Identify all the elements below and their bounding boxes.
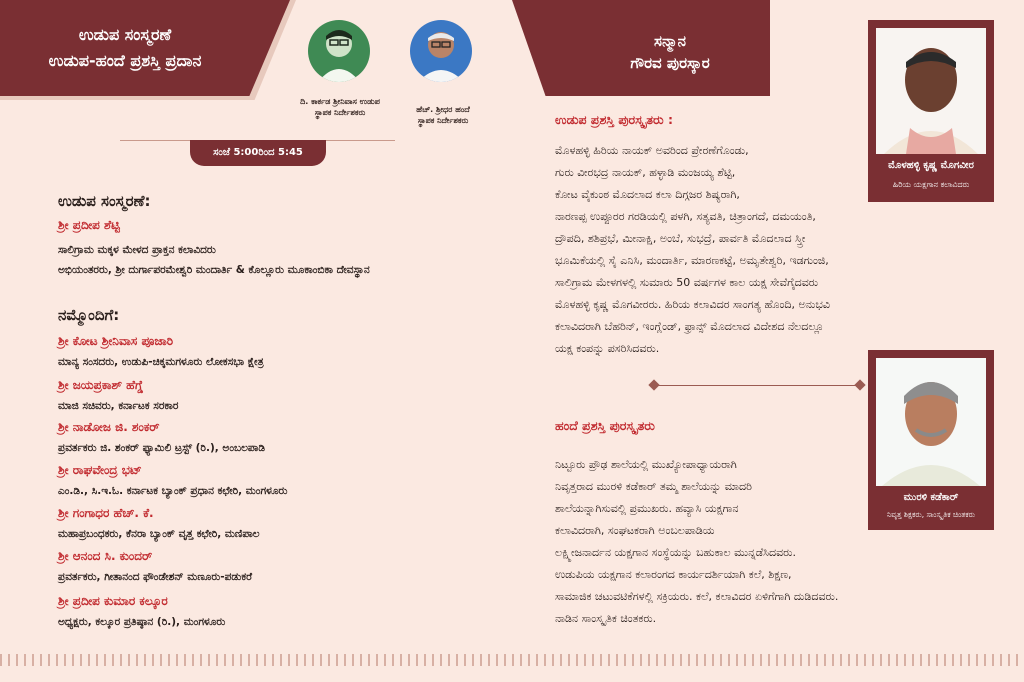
sansmarane-desc-1: ಸಾಲಿಗ್ರಾಮ ಮಕ್ಕಳ ಮೇಳದ ಪ್ರಾಕ್ತನ ಕಲಾವಿದರು — [58, 244, 216, 256]
founder-caption-hande: ಹೆಚ್. ಶ್ರೀಧರ ಹಂದೆ ಸ್ಥಾಪಕ ನಿರ್ದೇಶಕರು — [416, 105, 470, 125]
right-banner-title: ಸನ್ಮಾನ ಗೌರವ ಪುರಸ್ಕಾರ — [630, 32, 710, 72]
awardee-role-murali: ನಿವೃತ್ತ ಶಿಕ್ಷಕರು, ಸಾಂಸ್ಕೃತಿಕ ಚಿಂತಕರು — [886, 510, 976, 519]
guest-name: ಶ್ರೀ ಪ್ರದೀಪ ಕುಮಾರ ಕಲ್ಕೂರ — [58, 594, 168, 608]
awardee-name-murali: ಮುರಳಿ ಕಡೆಕಾರ್ — [903, 492, 959, 503]
founder-photo-udupa — [308, 20, 370, 82]
guest-desc: ಮಹಾಪ್ರಬಂಧಕರು, ಕೆನರಾ ಬ್ಯಾಂಕ್ ವೃತ್ತ ಕಛೇರಿ, ಮಣಿಪಾಲ — [58, 528, 260, 540]
awardee-name-molahalli: ಮೊಳಹಳ್ಳಿ ಕೃಷ್ಣ ಮೊಗವೀರ — [888, 160, 974, 171]
hande-award-heading: ಹಂದೆ ಪ್ರಶಸ್ತಿ ಪುರಸ್ಕೃತರು — [555, 418, 655, 433]
founder-caption-udupa: ದಿ. ಕಾರ್ಕಡ ಶ್ರೀನಿವಾಸ ಉಡುಪ ಸ್ಥಾಪಕ ನಿರ್ದೇಶಕರು — [300, 97, 380, 117]
guest-desc: ಮಾಜಿ ಸಚಿವರು, ಕರ್ನಾಟಕ ಸರಕಾರ — [58, 400, 179, 412]
left-banner-title: ಉಡುಪ ಸಂಸ್ಮರಣೆ ಉಡುಪ-ಹಂದೆ ಪ್ರಶಸ್ತಿ ಪ್ರದಾನ — [48, 25, 202, 70]
awardee-photo-molahalli — [876, 28, 986, 154]
guest-desc: ಎಂ.ಡಿ., ಸಿ.ಇ.ಓ. ಕರ್ನಾಟಕ ಬ್ಯಾಂಕ್ ಪ್ರಧಾನ ಕಛೇರಿ, ಮಂಗಳೂರು — [58, 485, 288, 497]
bottom-ornament-border — [0, 654, 1024, 666]
guest-desc: ಅಧ್ಯಕ್ಷರು, ಕಲ್ಕೂರ ಪ್ರತಿಷ್ಠಾನ (ರಿ.), ಮಂಗಳೂರು — [58, 616, 226, 628]
guests-heading: ನಮ್ಮೊಂದಿಗೆ: — [58, 306, 120, 324]
sansmarane-heading: ಉಡುಪ ಸಂಸ್ಮರಣೆ: — [58, 192, 151, 210]
guest-name: ಶ್ರೀ ಜಯಪ್ರಕಾಶ್ ಹೆಗ್ಡೆ — [58, 378, 144, 392]
divider-ornament — [854, 379, 865, 390]
guest-desc: ಪ್ರವರ್ತಕರು, ಗೀತಾನಂದ ಫೌಂಡೇಶನ್ ಮಣೂರು-ಪಡುಕರೆ — [58, 571, 253, 583]
guest-name: ಶ್ರೀ ಕೋಟ ಶ್ರೀನಿವಾಸ ಪೂಜಾರಿ — [58, 334, 174, 348]
awardee-photo-murali — [876, 358, 986, 486]
event-time: ಸಂಜೆ 5:00ರಿಂದ 5:45 — [190, 140, 326, 166]
udupa-award-text: ಮೊಳಹಳ್ಳಿ ಹಿರಿಯ ನಾಯಕ್ ಅವರಿಂದ ಪ್ರೇರಣೆಗೊಂಡು, ಗುರು ವೀರಭದ್ರ ನಾಯಕ್, ಹಳ್ಳಾಡಿ ಮಂಜಯ್ಯ ಶೆಟ್ಟಿ, ಕೋಟ ವೈಕುಂಠ ಮೊದಲಾದ ಕಲಾ ದಿಗ್ಗಜರ ಶಿಷ್ಯರಾಗಿ, ನಾರಣಪ್ಪ ಉಪ್ಪೂರರ ಗರಡಿಯಲ್ಲಿ ಪಳಗಿ, ಸತ್ಯವತಿ, ಚಿತ್ರಾಂಗದೆ, ದಮಯಂತಿ, ದ್ರೌಪದಿ, ಶಶಿಪ್ರಭೆ, ಮೀನಾಕ್ಷಿ, ಅಂಬೆ, ಸುಭದ್ರೆ, ಪಾರ್ವತಿ ಮೊದಲಾದ ಸ್ತ್ರೀ ಭೂಮಿಕೆಯಲ್ಲಿ ಸೈ ಎನಿಸಿ, ಮಂದಾರ್ತಿ, ಮಾರಣಕಟ್ಟೆ, ಅಮೃತೇಶ್ವರಿ, ಇಡಗುಂಜಿ, ಸಾಲಿಗ್ರಾಮ ಮೇಳಗಳಲ್ಲಿ ಸುಮಾರು 50 ವರ್ಷಗಳ ಕಾಲ ಯಕ್ಷ ಸೇವೆಗೈದವರು ಮೊಳಹಳ್ಳಿ ಕೃಷ್ಣ ಮೊಗವೀರರು. ಹಿರಿಯ ಕಲಾವಿದರ ಸಾಂಗತ್ಯ ಹೊಂದಿ, ಅನುಭವಿ ಕಲಾವಿದರಾಗಿ ಬೆಹರಿನ್, ಇಂಗ್ಲೆಂಡ್, ಫ್ರಾನ್ಸ್ ಮೊದಲಾದ ವಿದೇಶದ ನೆಲದಲ್ಲೂ ಯಕ್ಷ ಕಂಪನ್ನು ಪಸರಿಸಿದವರು. — [555, 144, 830, 355]
guest-name: ಶ್ರೀ ರಾಘವೇಂದ್ರ ಭಟ್ — [58, 463, 142, 477]
guest-name: ಶ್ರೀ ಆನಂದ ಸಿ. ಕುಂದರ್ — [58, 549, 153, 563]
guest-desc: ಪ್ರವರ್ತಕರು ಜಿ. ಶಂಕರ್ ಫ್ಯಾಮಿಲಿ ಟ್ರಸ್ಟ್ (ರಿ.), ಅಂಬಲಪಾಡಿ — [58, 442, 265, 454]
udupa-award-heading: ಉಡುಪ ಪ್ರಶಸ್ತಿ ಪುರಸ್ಕೃತರು : — [555, 112, 673, 127]
hande-award-text: ನಿಟ್ಟೂರು ಪ್ರೌಢ ಶಾಲೆಯಲ್ಲಿ ಮುಖ್ಯೋಪಾಧ್ಯಾಯರಾಗಿ ನಿವೃತ್ತರಾದ ಮುರಳಿ ಕಡೆಕಾರ್ ತಮ್ಮ ಶಾಲೆಯನ್ನು ಮಾದರಿ ಶಾಲೆಯನ್ನಾಗಿಸುವಲ್ಲಿ ಪ್ರಮುಖರು. ಹವ್ಯಾಸಿ ಯಕ್ಷಗಾನ ಕಲಾವಿದರಾಗಿ, ಸಂಘಟಕರಾಗಿ ಅಂಬಲಪಾಡಿಯ ಲಕ್ಷ್ಮೀಜನಾರ್ದನ ಯಕ್ಷಗಾನ ಸಂಸ್ಥೆಯನ್ನು ಬಹುಕಾಲ ಮುನ್ನಡೆಸಿದವರು. ಉಡುಪಿಯ ಯಕ್ಷಗಾನ ಕಲಾರಂಗದ ಕಾರ್ಯದರ್ಶಿಯಾಗಿ ಕಲೆ, ಶಿಕ್ಷಣ, ಸಾಮಾಜಿಕ ಚಟುವಟಿಕೆಗಳಲ್ಲಿ ಸಕ್ರಿಯರು. ಕಲೆ, ಕಲಾವಿದರ ಏಳಿಗೆಗಾಗಿ ದುಡಿದವರು. ನಾಡಿನ ಸಾಂಸ್ಕೃತಿಕ ಚಿಂತಕರು. — [555, 458, 839, 625]
sansmarane-name: ಶ್ರೀ ಪ್ರದೀಪ ಶೆಟ್ಟಿ — [58, 218, 120, 232]
guest-name: ಶ್ರೀ ಗಂಗಾಧರ ಹೆಚ್. ಕೆ. — [58, 506, 154, 520]
section-divider — [652, 385, 862, 386]
guest-desc: ಮಾನ್ಯ ಸಂಸದರು, ಉಡುಪಿ-ಚಿಕ್ಕಮಗಳೂರು ಲೋಕಸಭಾ ಕ್ಷೇತ್ರ — [58, 356, 264, 368]
founder-photo-hande — [410, 20, 472, 82]
awardee-role-molahalli: ಹಿರಿಯ ಯಕ್ಷಗಾನ ಕಲಾವಿದರು — [892, 180, 970, 189]
sansmarane-desc-2: ಅಭಿಯಂತರರು, ಶ್ರೀ ದುರ್ಗಾಪರಮೇಶ್ವರಿ ಮಂದಾರ್ತಿ & ಕೊಲ್ಲೂರು ಮೂಕಾಂಬಿಕಾ ದೇವಸ್ಥಾನ — [58, 264, 370, 276]
guest-name: ಶ್ರೀ ನಾಡೋಜ ಜಿ. ಶಂಕರ್ — [58, 420, 160, 434]
divider-ornament — [648, 379, 659, 390]
